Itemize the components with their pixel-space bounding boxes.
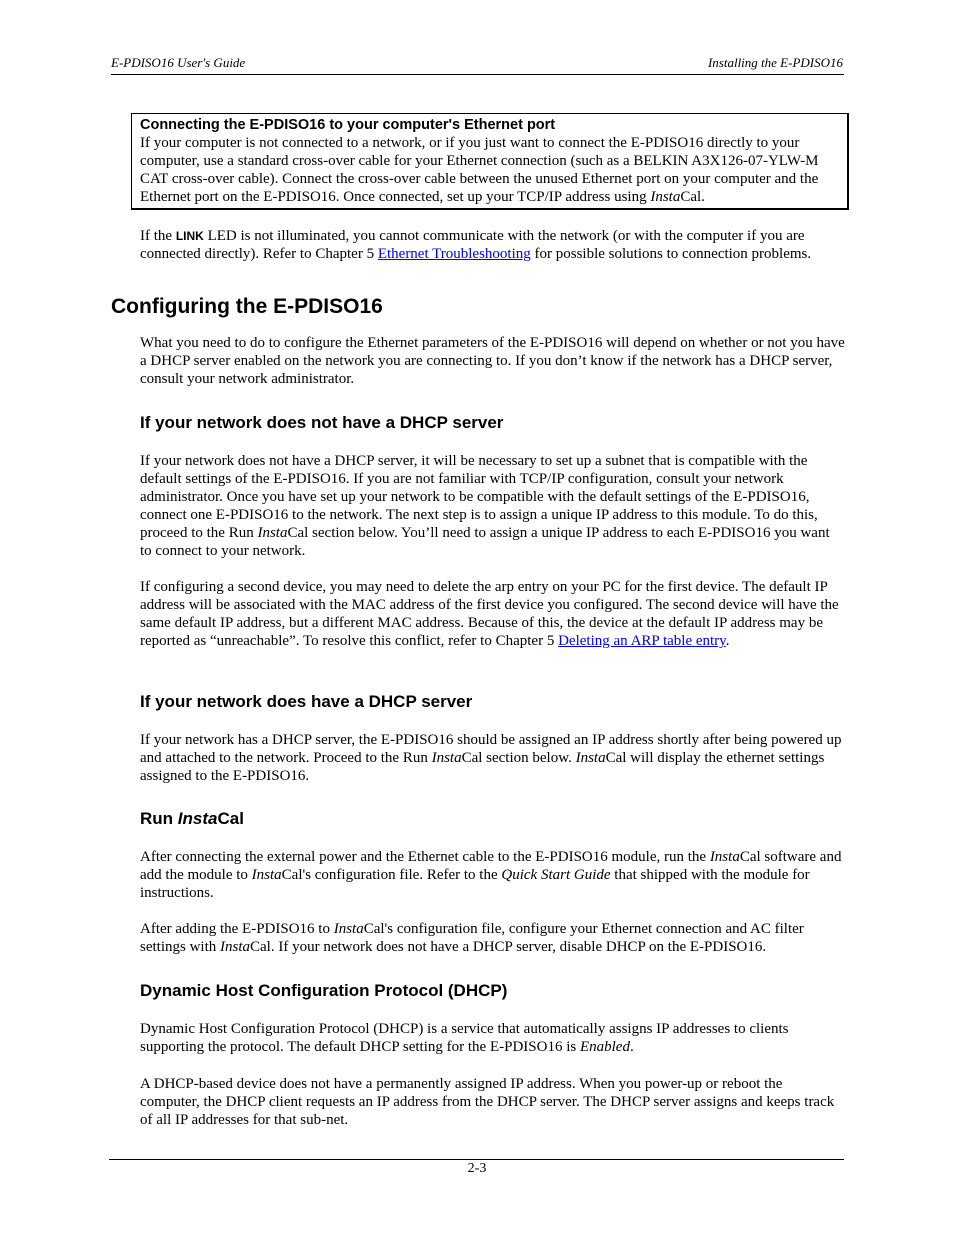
header-rule [111, 74, 844, 75]
page-number: 2-3 [467, 1161, 487, 1176]
no-dhcp-paragraph-2: If configuring a second device, you may need to delete the arp entry on your PC for the first device. The default IP address will be associated with the MAC address of the first device you configured. The second device will have the same default IP address, but a different MAC address. Because of this, the device at the default IP address may be reported as “unreachable”. To resolve this conflict, refer to Chapter 5 Deleting an ARP table entry. [140, 579, 839, 649]
running-header-right: Installing the E-PDISO16 [707, 55, 843, 70]
no-dhcp-heading: If your network does not have a DHCP server [140, 413, 504, 432]
ethernet-troubleshooting-link[interactable]: Ethernet Troubleshooting [377, 246, 531, 262]
section-title: Configuring the E-PDISO16 [111, 295, 383, 318]
has-dhcp-heading: If your network does have a DHCP server [140, 692, 473, 711]
link-led-paragraph: If the LINK LED is not illuminated, you cannot communicate with the network (or with the computer if you are connected directly). Refer to Chapter 5 Ethernet Troubleshooting for possible solutions to connection problems. [140, 228, 812, 262]
run-instacal-heading: Run InstaCal [140, 809, 244, 828]
no-dhcp-paragraph-1: If your network does not have a DHCP server, it will be necessary to set up a subnet that is compatible with the default settings of the E-PDISO16. If you are not familiar with TCP/IP configuration, consult your network administrator. Once you have set up your network to be compatible with the default settings of the E-PDISO16, connect one E-PDISO16 to the network. The next step is to assign a unique IP address to this module. To do this, proceed to the Run InstaCal section below. You’ll need to assign a unique IP address to each E-PDISO16 you want to connect to your network. [140, 453, 830, 559]
dhcp-paragraph-2: A DHCP-based device does not have a permanently assigned IP address. When you power-up or reboot the computer, the DHCP client requests an IP address from the DHCP server. The DHCP server assigns and keeps track of all IP addresses for that sub-net. [140, 1076, 835, 1128]
callout-box [131, 113, 849, 210]
dhcp-heading: Dynamic Host Configuration Protocol (DHCP) [140, 981, 508, 1000]
led-label: LINK [175, 229, 204, 243]
running-header-left: E-PDISO16 User's Guide [111, 55, 246, 70]
has-dhcp-paragraph: If your network has a DHCP server, the E-PDISO16 should be assigned an IP address shortly after being powered up and attached to the network. Proceed to the Run InstaCal section below. InstaCal will display the ethernet settings assigned to the E-PDISO16. [140, 732, 842, 784]
dhcp-paragraph-1: Dynamic Host Configuration Protocol (DHCP) is a service that automatically assigns IP addresses to clients supporting the protocol. The default DHCP setting for the E-PDISO16 is Enabled. [140, 1021, 789, 1055]
intro-paragraph: What you need to do to configure the Ethernet parameters of the E-PDISO16 will depend on whether or not you have a DHCP server enabled on the network you are connecting to. If you don’t know if the network has a DHCP server, consult your network administrator. [140, 335, 845, 387]
run-paragraph-2: After adding the E-PDISO16 to InstaCal's configuration file, configure your Ethernet connection and AC filter settings with InstaCal. If your network does not have a DHCP server, disable DHCP on the E-PDISO16. [140, 921, 804, 955]
callout-title: Connecting the E-PDISO16 to your computer's Ethernet port [140, 117, 556, 133]
deleting-arp-entry-link[interactable]: Deleting an ARP table entry [558, 633, 726, 649]
callout-text: If your computer is not connected to a network, or if you just want to connect the E-PDISO16 directly to your computer, use a standard cross-over cable for your Ethernet connection (such as a BELKIN A3X126-07-YLW-M CAT cross-over cable). Connect the cross-over cable between the unused Ethernet port on your computer and the Ethernet port on the E-PDISO16. Once connected, set up your TCP/IP address using InstaCal. [140, 135, 819, 205]
run-paragraph-1: After connecting the external power and the Ethernet cable to the E-PDISO16 module, run the InstaCal software and add the module to InstaCal's configuration file. Refer to the Quick Start Guide that shipped with the module for instructions. [140, 849, 842, 901]
